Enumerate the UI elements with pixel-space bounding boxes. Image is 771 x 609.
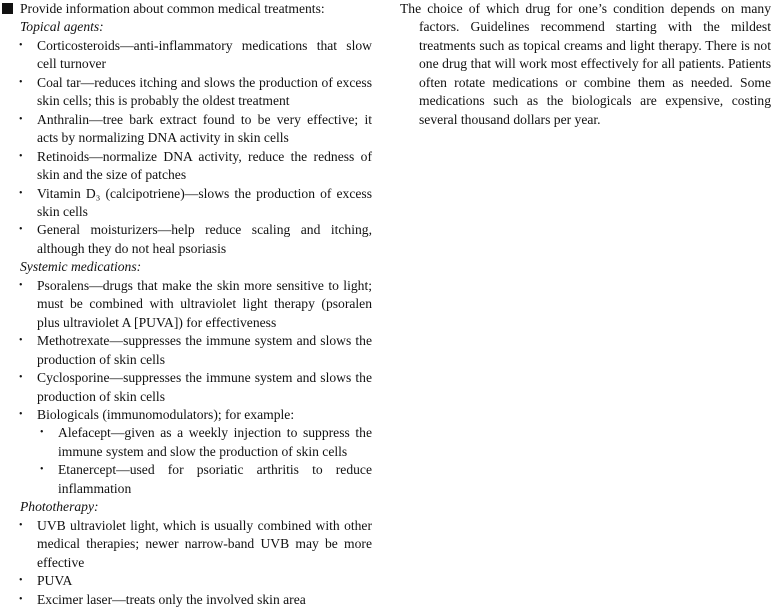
list-item [2, 148, 372, 185]
list-item [2, 572, 372, 590]
right-column [400, 0, 771, 129]
bullet-icon: • [19, 224, 23, 236]
list-item [2, 332, 372, 369]
list-item-text: Methotrexate—suppresses the immune system and slows the production of skin cells [37, 333, 372, 367]
phototherapy-list [2, 517, 372, 609]
sub-list-item-text: Etanercept—used for psoriatic arthritis to reduce inflammation [58, 462, 372, 496]
bullet-icon: • [19, 575, 23, 587]
list-item [2, 591, 372, 609]
list-item [2, 277, 372, 332]
bullet-icon: • [19, 372, 23, 384]
sub-list-item [2, 424, 372, 461]
list-item-text: General moisturizers—help reduce scaling and itching, although they do not heal psoriasis [37, 222, 372, 256]
topical-list [2, 37, 372, 258]
list-item [2, 221, 372, 258]
list-item [2, 369, 372, 406]
list-item-text: Anthralin—tree bark extract found to be very effective; it acts by normalizing DNA activity in skin cells [37, 111, 372, 146]
list-item-text: PUVA [37, 573, 73, 589]
drug-choice-paragraph: The choice of which drug for one’s condition depends on many factors. Guidelines recommend starting with the mildest treatments such as topical creams and light therapy. There is not one drug that will work most effectively for all patients. Patients often rotate medications or combine them as needed. Some medications such as the biologicals are expensive, costing several thousand dollars per year. [400, 1, 771, 127]
systemic-list [2, 277, 372, 425]
sub-list-item-text: Alefacept—given as a weekly injection to suppress the immune system and slow the production of skin cells [58, 425, 372, 459]
list-item-text: Vitamin D₃ (calcipotriene)—slows the production of excess skin cells [37, 185, 372, 219]
bullet-icon: • [19, 593, 23, 605]
list-item [2, 111, 372, 148]
sub-list-item [2, 461, 372, 498]
intro-line [2, 0, 372, 18]
list-item-text: Corticosteroids—anti-inflammatory medications that slow cell turnover [37, 37, 372, 72]
list-item-text: Biologicals (immunomodulators); for example: [37, 406, 295, 422]
list-item-text: UVB ultraviolet light, which is usually combined with other medical therapies; newer narrow-band UVB may be more effective [37, 517, 372, 570]
list-item-text: Cyclosporine—suppresses the immune system and slows the production of skin cells [37, 370, 372, 404]
list-item [2, 185, 372, 222]
bullet-icon: • [19, 408, 23, 420]
list-item [2, 406, 372, 424]
bullet-icon: • [19, 187, 23, 199]
bullet-icon: • [40, 427, 44, 439]
list-item-text: Retinoids—normalize DNA activity, reduce the redness of skin and the size of patches [37, 148, 372, 183]
section-heading-topical: Topical agents: [20, 19, 104, 35]
bullet-icon: • [19, 279, 23, 291]
list-item-text: Excimer laser—treats only the involved skin area [37, 591, 306, 607]
bullet-icon: • [40, 464, 44, 476]
section-heading-systemic: Systemic medications: [20, 259, 142, 275]
list-item [2, 74, 372, 111]
list-item [2, 517, 372, 572]
bullet-icon: • [19, 113, 23, 125]
section-heading-phototherapy: Phototherapy: [20, 499, 99, 515]
bullet-icon: • [19, 150, 23, 162]
bullet-icon: • [19, 39, 23, 51]
list-item-text: Psoralens—drugs that make the skin more sensitive to light; must be combined with ultraviolet light therapy (psoralen plus ultraviolet A [PUVA]) for effectiveness [37, 277, 372, 330]
bullet-icon: • [19, 335, 23, 347]
biologicals-sublist [2, 424, 372, 498]
list-item-text: Coal tar—reduces itching and slows the production of excess skin cells; this is probably the oldest treatment [37, 74, 372, 109]
left-column [2, 0, 372, 609]
square-bullet-icon [2, 3, 13, 14]
bullet-icon: • [19, 519, 23, 531]
bullet-icon: • [19, 76, 23, 88]
list-item [2, 37, 372, 74]
intro-text: Provide information about common medical treatments: [20, 1, 325, 16]
